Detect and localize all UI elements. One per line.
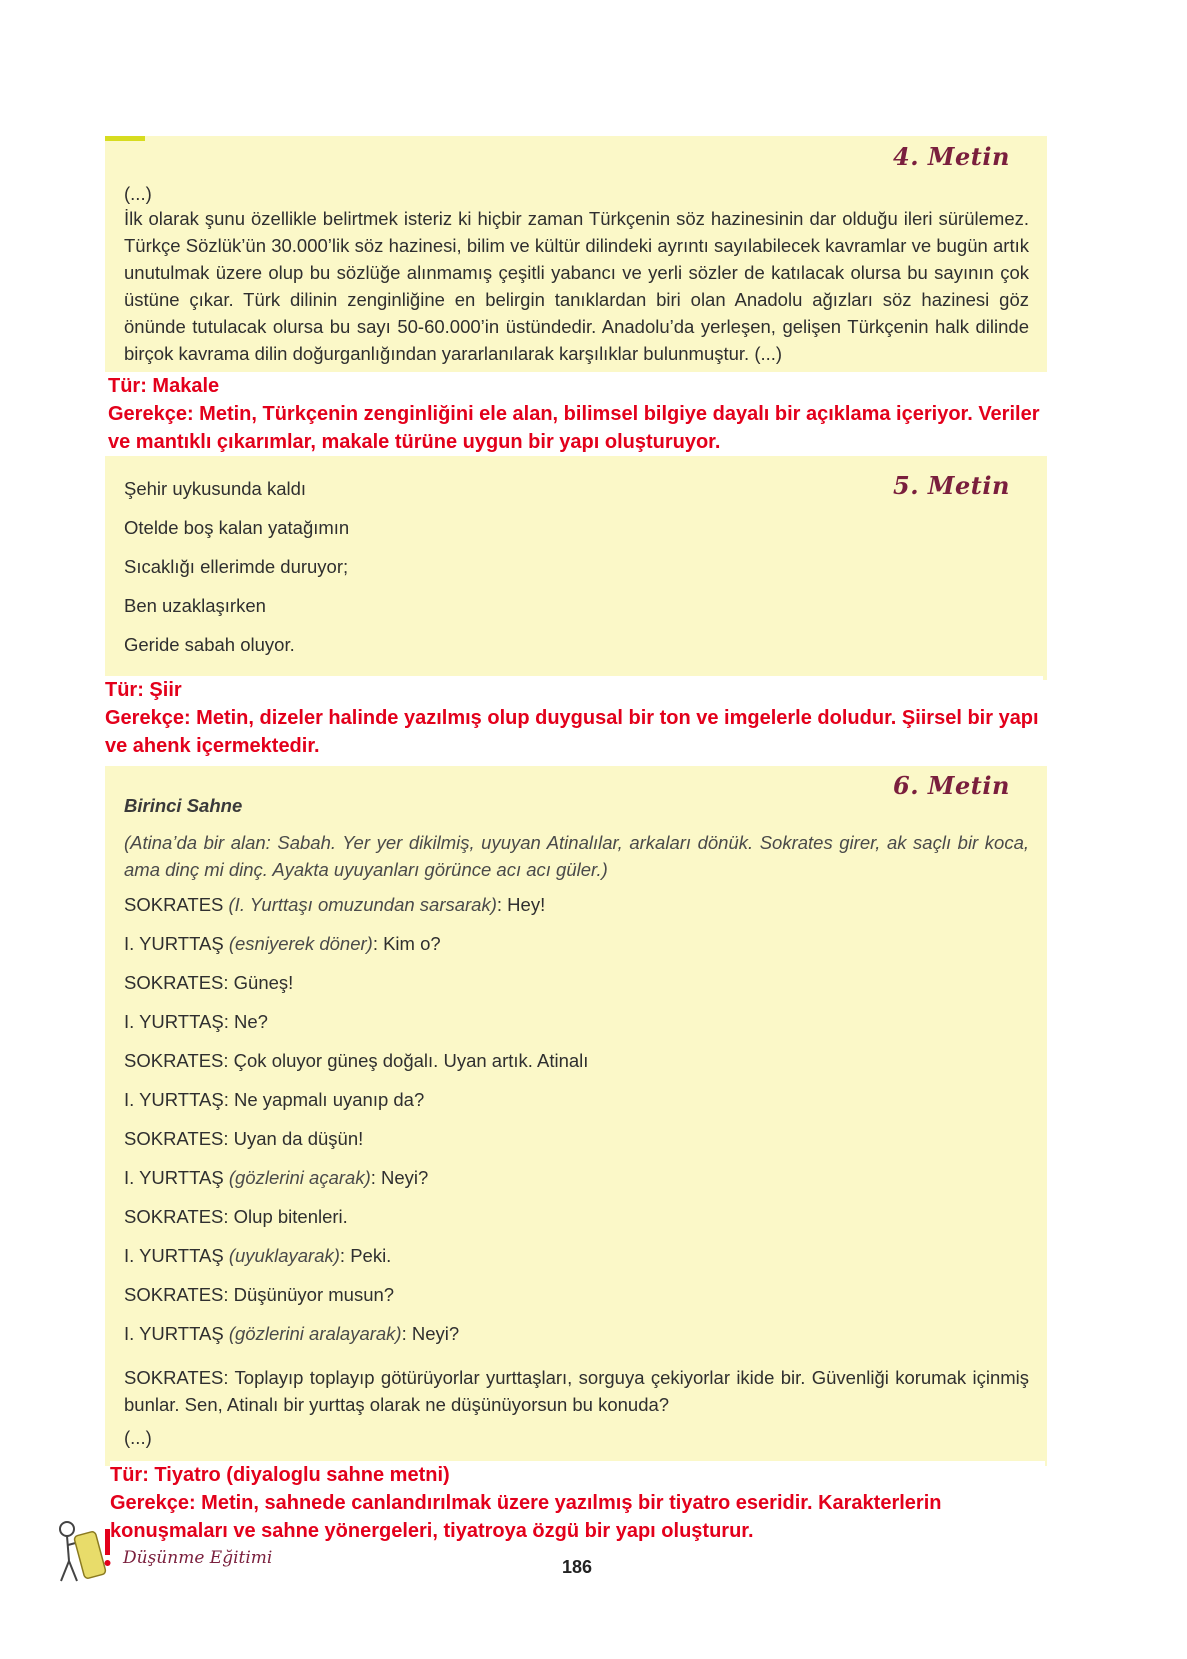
speaker: I. YURTTAŞ xyxy=(124,1089,224,1110)
metin5-title: 5. Metin xyxy=(893,471,1010,500)
stage-note: (esniyerek döner) xyxy=(228,933,373,954)
dialogue-line-long: SOKRATES: Toplayıp toplayıp götürüyorlar yurttaşları, sorguya çekiyorlar ikide bir. Güvenliği korumak içinmiş bunlar. Sen, Atinalı bir yurttaş olarak ne düşünüyorsun bu konuda? xyxy=(124,1367,1029,1415)
annotation-4-type: Tür: Makale xyxy=(108,375,220,397)
dialogue-text: Hey! xyxy=(507,894,546,915)
thinking-figure-icon xyxy=(55,1515,117,1587)
dialogue-text: Ne yapmalı uyanıp da? xyxy=(234,1089,425,1110)
dialogue-text: Ne? xyxy=(234,1011,268,1032)
poem-line: Otelde boş kalan yatağımın xyxy=(124,517,350,538)
dialogue-line: SOKRATES (I. Yurttaşı omuzundan sarsarak): Hey! xyxy=(124,894,546,915)
speaker: I. YURTTAŞ xyxy=(124,1167,224,1188)
dialogue-line: SOKRATES: Düşünüyor musun? xyxy=(124,1284,395,1305)
speaker: I. YURTTAŞ xyxy=(124,933,224,954)
footer-brand: Düşünme Eğitimi xyxy=(123,1548,273,1568)
dialogue-text: Olup bitenleri. xyxy=(233,1206,348,1227)
metin4-body: İlk olarak şunu özellikle belirtmek isteriz ki hiçbir zaman Türkçenin söz hazinesinin dar olduğu ileri sürülemez. Türkçe Sözlük’ün 30.000’lik söz hazinesi, bilim ve kültür dilindeki ayrıntı sayılabilecek kavramlar ve bugün artık unutulmak üzere olup bu sözlüğe alınmamış çeşitli yabancı ve yerli sözler de katılacak olursa bu sayının çok üstüne çıkar. Türk dilinin zenginliğine en belirgin tanıklardan biri olan Anadolu ağızları söz hazinesi göz önünde tutulacak olursa bu sayı 50-60.000’in üstündedir. Anadolu’da yerleşen, gelişen Türkçenin halk dilinde birçok kavrama dilin doğurganlığından yararlanılarak karşılıklar bulunmuştur. (...) xyxy=(124,208,1029,364)
speaker: SOKRATES xyxy=(124,894,224,915)
metin6-ellipsis: (...) xyxy=(124,1427,152,1448)
speaker: I. YURTTAŞ xyxy=(124,1323,224,1344)
stage-note: (gözlerini açarak) xyxy=(228,1167,371,1188)
stage-note: (uyuklayarak) xyxy=(228,1245,340,1266)
speaker: SOKRATES xyxy=(124,1367,224,1388)
annotation-6-reason: Gerekçe: Metin, sahnede canlandırılmak üzere yazılmış bir tiyatro eseridir. Karakterlerin konuşmaları ve sahne yönergeleri, tiyatroya özgü bir yapı oluşturur. xyxy=(110,1492,942,1542)
poem-line: Sıcaklığı ellerimde duruyor; xyxy=(124,556,349,577)
metin4-title: 4. Metin xyxy=(893,142,1010,171)
dialogue-line: SOKRATES: Olup bitenleri. xyxy=(124,1206,348,1227)
dialogue-text: Çok oluyor güneş doğalı. Uyan artık. Atinalı xyxy=(233,1050,589,1071)
poem-line: Şehir uykusunda kaldı xyxy=(124,478,307,499)
poem-line: Ben uzaklaşırken xyxy=(124,595,266,616)
speaker: SOKRATES xyxy=(124,1284,224,1305)
dialogue-text: Neyi? xyxy=(381,1167,429,1188)
annotation-4 xyxy=(108,372,1042,456)
dialogue-line: I. YURTTAŞ (gözlerini açarak): Neyi? xyxy=(124,1167,429,1188)
annotation-6 xyxy=(110,1461,1045,1545)
dialogue-line: SOKRATES: Uyan da düşün! xyxy=(124,1128,364,1149)
speaker: SOKRATES xyxy=(124,972,224,993)
speaker: I. YURTTAŞ xyxy=(124,1245,224,1266)
dialogue-line: I. YURTTAŞ: Ne? xyxy=(124,1011,268,1032)
dialogue-line: I. YURTTAŞ (esniyerek döner): Kim o? xyxy=(124,933,441,954)
dialogue-text: Düşünüyor musun? xyxy=(233,1284,395,1305)
stage-direction: (Atina’da bir alan: Sabah. Yer yer dikilmiş, uyuyan Atinalılar, arkaları dönük. Sokrates girer, ak saçlı bir koca, ama dinç mi dinç. Ayakta uyuyanları görünce acı acı güler.) xyxy=(124,832,1029,880)
dialogue-line: SOKRATES: Güneş! xyxy=(124,972,294,993)
accent-bar xyxy=(105,136,145,141)
speaker: SOKRATES xyxy=(124,1128,224,1149)
dialogue-line: I. YURTTAŞ (gözlerini aralayarak): Neyi? xyxy=(124,1323,460,1344)
dialogue-text: Peki. xyxy=(350,1245,392,1266)
annotation-6-type: Tür: Tiyatro (diyaloglu sahne metni) xyxy=(110,1464,450,1486)
annotation-5-reason: Gerekçe: Metin, dizeler halinde yazılmış olup duygusal bir ton ve imgelerle doludur. Şiirsel bir yapı ve ahenk içermektedir. xyxy=(105,707,1039,757)
dialogue-line: SOKRATES: Çok oluyor güneş doğalı. Uyan artık. Atinalı xyxy=(124,1050,589,1071)
metin4-ellipsis: (...) xyxy=(124,183,152,204)
dialogue-text: Uyan da düşün! xyxy=(233,1128,364,1149)
dialogue-text: Güneş! xyxy=(233,972,294,993)
dialogue-line: I. YURTTAŞ: Ne yapmalı uyanıp da? xyxy=(124,1089,425,1110)
dialogue-line: I. YURTTAŞ (uyuklayarak): Peki. xyxy=(124,1245,392,1266)
stage-note: (I. Yurttaşı omuzundan sarsarak) xyxy=(228,894,497,915)
scene-title: Birinci Sahne xyxy=(124,795,243,816)
poem-line: Geride sabah oluyor. xyxy=(124,634,295,655)
dialogue-text: Kim o? xyxy=(383,933,441,954)
dialogue-text: Neyi? xyxy=(411,1323,460,1344)
speaker: SOKRATES xyxy=(124,1206,224,1227)
annotation-4-reason: Gerekçe: Metin, Türkçenin zenginliğini ele alan, bilimsel bilgiye dayalı bir açıklama içeriyor. Veriler ve mantıklı çıkarımlar, makale türüne uygun bir yapı oluşturuyor. xyxy=(108,403,1040,453)
annotation-5-type: Tür: Şiir xyxy=(105,679,182,701)
dialogue-text: Toplayıp toplayıp götürüyorlar yurttaşları, sorguya çekiyorlar ikide bir. Güvenliği korumak içinmiş bunlar. Sen, Atinalı bir yurttaş olarak ne düşünüyorsun bu konuda? xyxy=(124,1367,1029,1415)
metin6-title: 6. Metin xyxy=(893,771,1010,800)
annotation-5 xyxy=(105,676,1043,766)
speaker: I. YURTTAŞ xyxy=(124,1011,224,1032)
stage-note: (gözlerini aralayarak) xyxy=(228,1323,402,1344)
page-number: 186 xyxy=(562,1557,593,1577)
speaker: SOKRATES xyxy=(124,1050,224,1071)
